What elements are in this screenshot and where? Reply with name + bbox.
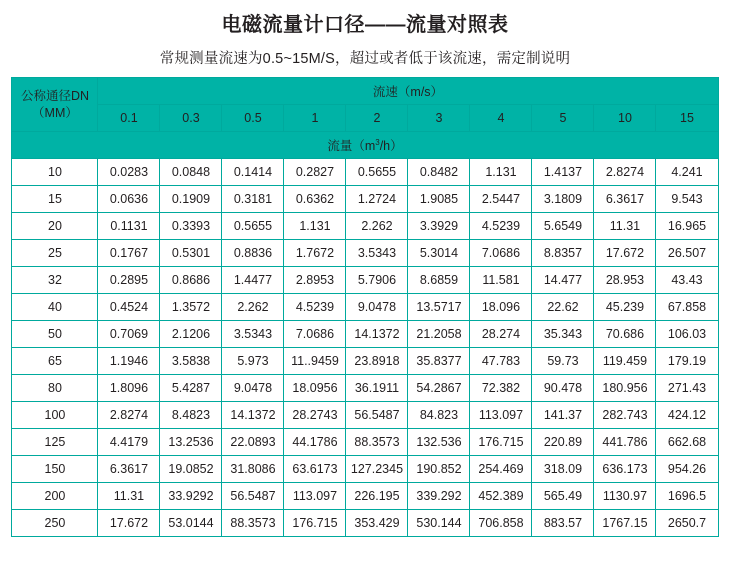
header-row-flow (12, 132, 718, 159)
cell-flow: 17.672 (98, 510, 160, 537)
cell-flow: 2650.7 (656, 510, 718, 537)
cell-flow: 530.144 (408, 510, 470, 537)
cell-dn: 65 (12, 348, 98, 375)
cell-flow: 452.389 (470, 483, 532, 510)
cell-flow: 141.37 (532, 402, 594, 429)
cell-flow: 2.5447 (470, 186, 532, 213)
cell-flow: 28.2743 (284, 402, 346, 429)
cell-flow: 9.543 (656, 186, 718, 213)
cell-flow: 2.262 (346, 213, 408, 240)
cell-flow: 226.195 (346, 483, 408, 510)
cell-flow: 4.4179 (98, 429, 160, 456)
header-speed-7: 5 (532, 105, 594, 132)
cell-flow: 56.5487 (222, 483, 284, 510)
cell-flow: 0.6362 (284, 186, 346, 213)
cell-flow: 106.03 (656, 321, 718, 348)
cell-flow: 59.73 (532, 348, 594, 375)
cell-flow: 33.9292 (160, 483, 222, 510)
cell-flow: 9.0478 (222, 375, 284, 402)
cell-flow: 14.1372 (346, 321, 408, 348)
cell-flow: 1.8096 (98, 375, 160, 402)
cell-dn: 15 (12, 186, 98, 213)
cell-flow: 6.3617 (98, 456, 160, 483)
header-speed: 流速（m/s） (98, 78, 718, 105)
cell-flow: 441.786 (594, 429, 656, 456)
cell-dn: 20 (12, 213, 98, 240)
cell-flow: 88.3573 (222, 510, 284, 537)
cell-flow: 7.0686 (284, 321, 346, 348)
cell-flow: 26.507 (656, 240, 718, 267)
table-head (12, 78, 718, 159)
cell-dn: 25 (12, 240, 98, 267)
cell-flow: 662.68 (656, 429, 718, 456)
cell-dn: 200 (12, 483, 98, 510)
table-row (12, 456, 718, 483)
cell-flow: 23.8918 (346, 348, 408, 375)
cell-flow: 43.43 (656, 267, 718, 294)
cell-flow: 18.096 (470, 294, 532, 321)
table-row (12, 294, 718, 321)
cell-flow: 0.8836 (222, 240, 284, 267)
cell-flow: 45.239 (594, 294, 656, 321)
header-row-speed-values (12, 105, 718, 132)
cell-flow: 54.2867 (408, 375, 470, 402)
cell-flow: 0.0636 (98, 186, 160, 213)
header-row-speed (12, 78, 718, 105)
cell-flow: 11.581 (470, 267, 532, 294)
cell-flow: 5.7906 (346, 267, 408, 294)
cell-flow: 706.858 (470, 510, 532, 537)
header-speed-6: 4 (470, 105, 532, 132)
table-row (12, 321, 718, 348)
cell-flow: 0.1909 (160, 186, 222, 213)
cell-flow: 22.62 (532, 294, 594, 321)
cell-flow: 3.1809 (532, 186, 594, 213)
header-flow-prefix: 流量（m (327, 139, 376, 153)
cell-flow: 0.5301 (160, 240, 222, 267)
cell-flow: 9.0478 (346, 294, 408, 321)
cell-flow: 6.3617 (594, 186, 656, 213)
cell-flow: 16.965 (656, 213, 718, 240)
cell-flow: 4.241 (656, 159, 718, 186)
cell-dn: 250 (12, 510, 98, 537)
header-dn (12, 78, 98, 132)
cell-flow: 11.31 (594, 213, 656, 240)
cell-flow: 2.1206 (160, 321, 222, 348)
cell-flow: 1.2724 (346, 186, 408, 213)
cell-flow: 1.131 (284, 213, 346, 240)
header-dn-line2: （MM） (32, 105, 78, 120)
cell-flow: 8.8357 (532, 240, 594, 267)
cell-flow: 90.478 (532, 375, 594, 402)
cell-flow: 22.0893 (222, 429, 284, 456)
cell-flow: 11.31 (98, 483, 160, 510)
cell-flow: 56.5487 (346, 402, 408, 429)
header-speed-3: 1 (284, 105, 346, 132)
cell-flow: 14.477 (532, 267, 594, 294)
cell-flow: 353.429 (346, 510, 408, 537)
table-body (12, 159, 718, 537)
cell-dn: 80 (12, 375, 98, 402)
cell-flow: 70.686 (594, 321, 656, 348)
cell-flow: 127.2345 (346, 456, 408, 483)
cell-flow: 565.49 (532, 483, 594, 510)
cell-flow: 0.0283 (98, 159, 160, 186)
cell-flow: 954.26 (656, 456, 718, 483)
cell-flow: 0.4524 (98, 294, 160, 321)
cell-dn: 50 (12, 321, 98, 348)
cell-flow: 47.783 (470, 348, 532, 375)
cell-flow: 2.8953 (284, 267, 346, 294)
cell-flow: 0.1767 (98, 240, 160, 267)
cell-flow: 18.0956 (284, 375, 346, 402)
cell-flow: 190.852 (408, 456, 470, 483)
cell-flow: 17.672 (594, 240, 656, 267)
cell-flow: 13.5717 (408, 294, 470, 321)
table-row (12, 213, 718, 240)
cell-dn: 150 (12, 456, 98, 483)
cell-flow: 0.3181 (222, 186, 284, 213)
cell-flow: 1.4137 (532, 159, 594, 186)
header-speed-1: 0.3 (160, 105, 222, 132)
table-row (12, 186, 718, 213)
cell-flow: 21.2058 (408, 321, 470, 348)
table-row (12, 159, 718, 186)
cell-flow: 132.536 (408, 429, 470, 456)
header-speed-0: 0.1 (98, 105, 160, 132)
cell-flow: 3.5343 (222, 321, 284, 348)
cell-flow: 14.1372 (222, 402, 284, 429)
cell-flow: 176.715 (284, 510, 346, 537)
cell-flow: 28.953 (594, 267, 656, 294)
cell-flow: 8.6859 (408, 267, 470, 294)
cell-dn: 32 (12, 267, 98, 294)
cell-flow: 1.1946 (98, 348, 160, 375)
page-subtitle: 常规测量流速为0.5~15M/S，超过或者低于该流速，需定制说明 (159, 51, 571, 67)
cell-flow: 113.097 (284, 483, 346, 510)
cell-flow: 0.5655 (222, 213, 284, 240)
cell-flow: 179.19 (656, 348, 718, 375)
cell-flow: 1767.15 (594, 510, 656, 537)
cell-flow: 36.1911 (346, 375, 408, 402)
table-row (12, 429, 718, 456)
cell-flow: 636.173 (594, 456, 656, 483)
cell-flow: 119.459 (594, 348, 656, 375)
cell-flow: 35.8377 (408, 348, 470, 375)
cell-flow: 53.0144 (160, 510, 222, 537)
cell-flow: 4.5239 (284, 294, 346, 321)
table-row (12, 375, 718, 402)
table-row (12, 510, 718, 537)
header-speed-9: 15 (656, 105, 718, 132)
cell-flow: 11..9459 (284, 348, 346, 375)
cell-flow: 5.973 (222, 348, 284, 375)
cell-flow: 282.743 (594, 402, 656, 429)
cell-flow: 2.8274 (594, 159, 656, 186)
table-row (12, 348, 718, 375)
cell-flow: 2.8274 (98, 402, 160, 429)
cell-flow: 1696.5 (656, 483, 718, 510)
cell-flow: 19.0852 (160, 456, 222, 483)
cell-dn: 125 (12, 429, 98, 456)
cell-flow: 0.0848 (160, 159, 222, 186)
cell-flow: 0.1414 (222, 159, 284, 186)
page-title: 电磁流量计口径——流量对照表 (221, 14, 509, 36)
cell-dn: 100 (12, 402, 98, 429)
cell-flow: 1.9085 (408, 186, 470, 213)
cell-flow: 1.7672 (284, 240, 346, 267)
cell-flow: 72.382 (470, 375, 532, 402)
cell-flow: 0.3393 (160, 213, 222, 240)
cell-flow: 0.2827 (284, 159, 346, 186)
cell-flow: 883.57 (532, 510, 594, 537)
cell-flow: 67.858 (656, 294, 718, 321)
header-dn-line1: 公称通径DN (20, 88, 89, 103)
cell-flow: 271.43 (656, 375, 718, 402)
cell-flow: 4.5239 (470, 213, 532, 240)
cell-flow: 339.292 (408, 483, 470, 510)
header-speed-8: 10 (594, 105, 656, 132)
cell-flow: 0.7069 (98, 321, 160, 348)
cell-flow: 44.1786 (284, 429, 346, 456)
cell-flow: 31.8086 (222, 456, 284, 483)
table-row (12, 240, 718, 267)
cell-flow: 113.097 (470, 402, 532, 429)
table-row (12, 483, 718, 510)
header-speed-2: 0.5 (222, 105, 284, 132)
header-flow (12, 132, 718, 159)
cell-flow: 0.8482 (408, 159, 470, 186)
table-row (12, 267, 718, 294)
cell-flow: 1.4477 (222, 267, 284, 294)
cell-flow: 1.131 (470, 159, 532, 186)
header-speed-4: 2 (346, 105, 408, 132)
cell-flow: 3.3929 (408, 213, 470, 240)
cell-flow: 88.3573 (346, 429, 408, 456)
cell-flow: 5.3014 (408, 240, 470, 267)
cell-flow: 7.0686 (470, 240, 532, 267)
flow-comparison-table (11, 77, 718, 537)
header-speed-5: 3 (408, 105, 470, 132)
cell-flow: 0.1131 (98, 213, 160, 240)
cell-flow: 1130.97 (594, 483, 656, 510)
cell-flow: 1.3572 (160, 294, 222, 321)
cell-dn: 10 (12, 159, 98, 186)
cell-flow: 35.343 (532, 321, 594, 348)
cell-flow: 180.956 (594, 375, 656, 402)
cell-flow: 318.09 (532, 456, 594, 483)
cell-flow: 84.823 (408, 402, 470, 429)
cell-flow: 8.4823 (160, 402, 222, 429)
cell-flow: 5.4287 (160, 375, 222, 402)
header-flow-suffix: /h） (379, 139, 403, 153)
table-row (12, 402, 718, 429)
cell-flow: 0.2895 (98, 267, 160, 294)
cell-flow: 3.5838 (160, 348, 222, 375)
cell-flow: 2.262 (222, 294, 284, 321)
cell-flow: 5.6549 (532, 213, 594, 240)
cell-flow: 63.6173 (284, 456, 346, 483)
cell-flow: 0.5655 (346, 159, 408, 186)
cell-dn: 40 (12, 294, 98, 321)
cell-flow: 254.469 (470, 456, 532, 483)
cell-flow: 176.715 (470, 429, 532, 456)
cell-flow: 13.2536 (160, 429, 222, 456)
cell-flow: 3.5343 (346, 240, 408, 267)
header-flow-sup: 3 (375, 137, 380, 147)
cell-flow: 28.274 (470, 321, 532, 348)
cell-flow: 220.89 (532, 429, 594, 456)
cell-flow: 0.8686 (160, 267, 222, 294)
cell-flow: 424.12 (656, 402, 718, 429)
